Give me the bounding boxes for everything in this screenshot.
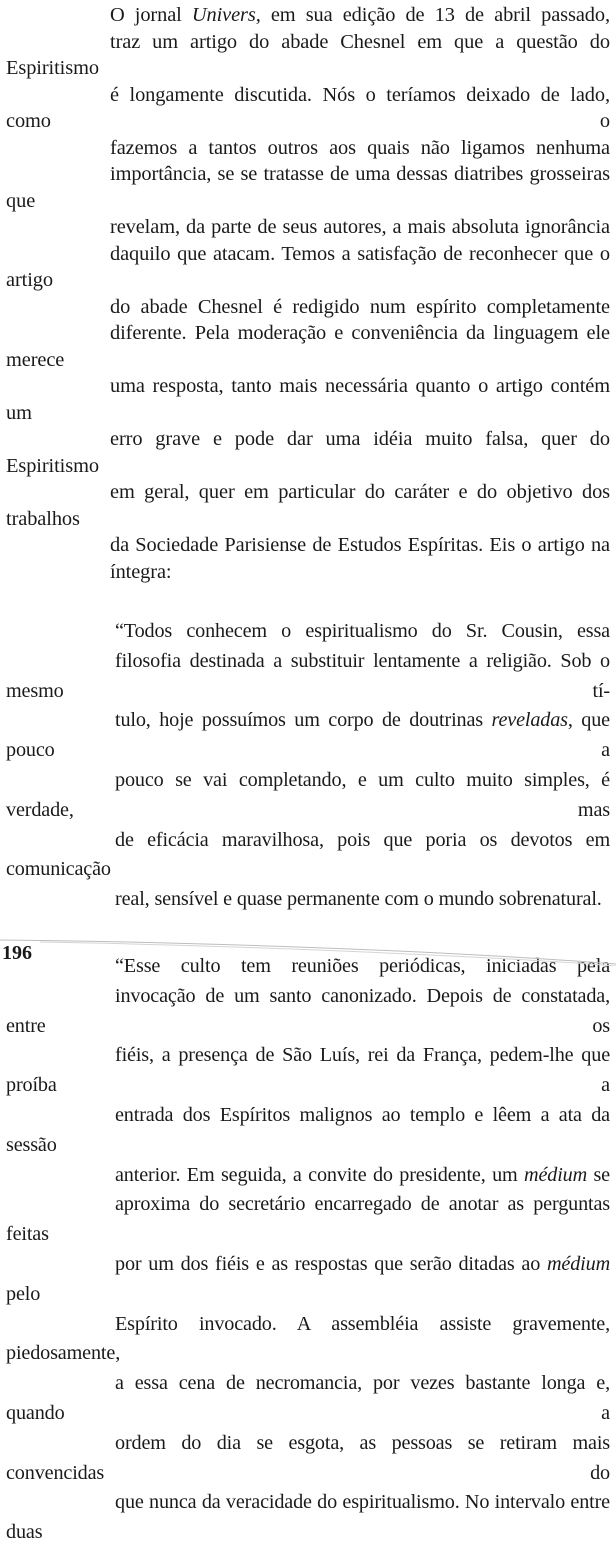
- italic-term: médium: [546, 1252, 610, 1275]
- intro-paragraph: O jornal Univers, em sua edição de 13 de abril passado, traz um artigo do abade Chesnel em que a questão do Espiritismo é longamente discutida. Nós o teríamos deixado de lado, como o fazemos a tantos outros aos quais não ligamos nenhuma importância, se se tratasse de uma dessas diatribes grosseiras que revelam, da parte de seus autores, a mais absoluta ignorância daquilo que atacam. Temos a satisfação de reconhecer que o artigo do abade Chesnel é redigido num espírito completamente diferente. Pela moderação e conveniência da linguagem ele merece uma resposta, tanto mais necessária quanto o artigo contém um erro grave e pode dar uma idéia muito falsa, quer do Espiritismo em geral, quer em particular do caráter e do objetivo dos trabalhos da Sociedade Parisiense de Estudos Espíritas. Eis o artigo na íntegra:: [6, 4, 610, 583]
- quote-paragraph-1: “Todos conhecem o espiritualismo do Sr. Cousin, essa filosofia destinada a substituir lentamente a religião. Sob o mesmo tí- tulo, hoje possuímos um corpo de doutrinas reveladas, que pouco a pouco se vai completando, e um culto muito simples, é verdade, mas de eficácia maravilhosa, pois que poria os devotos em comunicação real, sensível e quase permanente com o mundo sobrenatural.: [6, 620, 610, 911]
- journal-name: Univers: [191, 4, 256, 26]
- italic-term: médium: [524, 1163, 588, 1186]
- page-number: 196: [2, 942, 32, 964]
- quote-paragraph-2: “Esse culto tem reuniões periódicas, iniciadas pela invocação de um santo canonizado. Depois de constatada, entre os fiéis, a presença de São Luís, rei da França, pedem-lhe que proíba a entrada dos Espíritos malignos ao templo e lêem a ata da sessão anterior. Em seguida, a convite do presidente, um médium se aproxima do secretário encarregado de anotar as perguntas feitas por um dos fiéis e as respostas que serão ditadas ao médium pelo Espírito invocado. A assembléia assiste gravemente, piedosamente, a essa cena de necromancia, por vezes bastante longa e, quando a ordem do dia se esgota, as pessoas se retiram mais convencidas do que nunca da veracidade do espiritualismo. No intervalo entre duas: [6, 954, 610, 1544]
- page-footer: [0, 936, 616, 966]
- italic-term: reveladas: [491, 709, 568, 732]
- footer-swoosh-decoration: [0, 936, 616, 966]
- page-content: [6, 0, 610, 1544]
